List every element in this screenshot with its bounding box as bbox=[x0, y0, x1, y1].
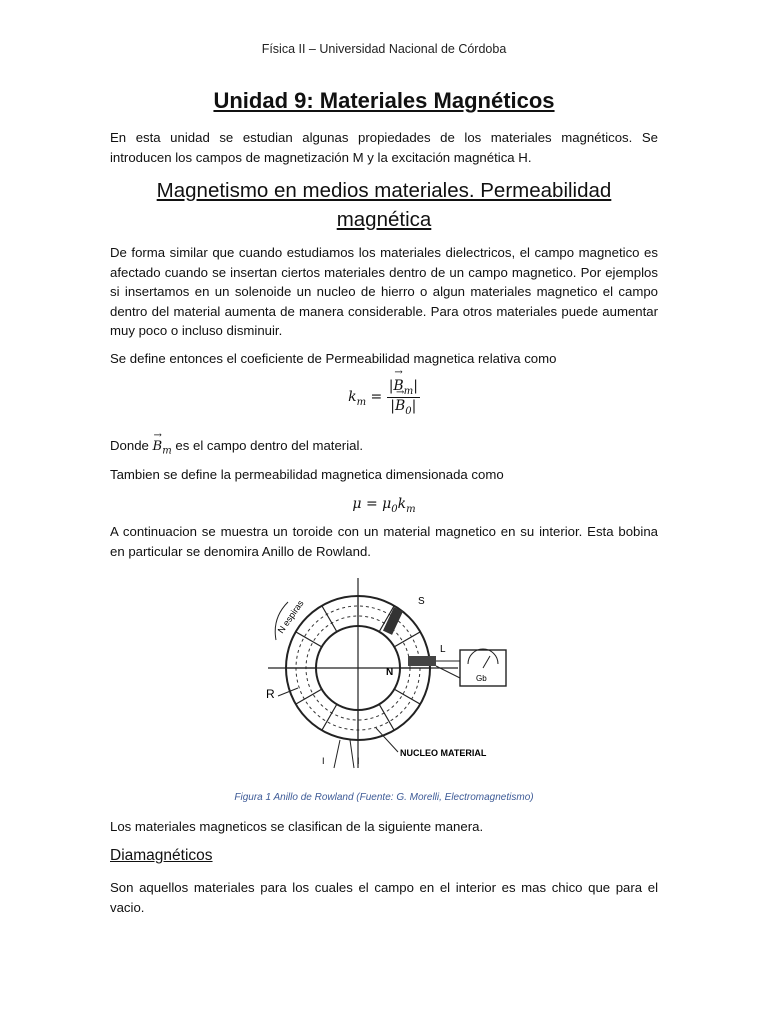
paragraph-toroide: A continuacion se muestra un toroide con un material magnetico en su interior. Esta bobina en particular se denomira Anillo de Rowland. bbox=[110, 524, 658, 559]
section-heading-diamagneticos: Diamagnéticos bbox=[110, 847, 213, 864]
paragraph-diamagneticos: Son aquellos materiales para los cuales el campo en el interior es mas chico que para el vacio. bbox=[110, 880, 658, 915]
label-n: N bbox=[386, 667, 394, 678]
paragraph-definicion: Se define entonces el coeficiente de Permeabilidad magnetica relativa como bbox=[110, 351, 557, 366]
equation-fraction: $\frac{|\to B_m|}{|\to B_0|}$ bbox=[387, 378, 420, 417]
rowland-ring-figure bbox=[258, 578, 510, 774]
label-r: R bbox=[266, 687, 275, 701]
equation-km: $k_m$ = $\frac{|\to B_m|}{|\to B_0|}$ bbox=[0, 378, 768, 417]
nucleo-pointer bbox=[376, 728, 398, 752]
paragraph-donde bbox=[110, 436, 658, 461]
r-pointer bbox=[278, 688, 298, 696]
intro-paragraph: En esta unidad se estudian algunas propiedades de los materiales magnéticos. Se introducen los campos de magnetización M y la excitación magnética H. bbox=[110, 130, 658, 165]
vector-bm-symbol: → $B_m$ bbox=[153, 439, 172, 454]
equation-mu: $\mu = \mu_0k_m$ bbox=[352, 496, 416, 515]
figure-caption: Figura 1 Anillo de Rowland (Fuente: G. Morelli, Electromagnetismo) bbox=[234, 792, 534, 803]
lead-left bbox=[334, 740, 340, 768]
label-gb: Gb bbox=[476, 674, 487, 683]
label-nucleo-material: NUCLEO MATERIAL bbox=[400, 748, 487, 758]
section-heading-permeabilidad: Magnetismo en medios materiales. Permeabilidad magnética bbox=[156, 179, 612, 231]
donde-prefix: Donde bbox=[110, 438, 149, 453]
secondary-coil bbox=[408, 656, 436, 666]
paragraph-dielectricos: De forma similar que cuando estudiamos los materiales dielectricos, el campo magnetico es afectado cuando se insertan ciertos materiales dentro de un campo magnetico. Por ejemplos si insertamos en un solenoide un nucleo de hierro o algun materiales magnetico el campo dentro del material aumenta de manera considerable. Para otros materiales puede aumentar muy poco o incluso disminuir. bbox=[110, 245, 658, 338]
page-title: Unidad 9: Materiales Magnéticos bbox=[213, 88, 555, 113]
label-nespiras: N espiras bbox=[275, 598, 306, 636]
label-l: L bbox=[440, 644, 446, 655]
label-s: S bbox=[418, 596, 425, 607]
donde-suffix: es el campo dentro del material. bbox=[175, 438, 364, 453]
paragraph-dimensionada: Tambien se define la permeabilidad magnetica dimensionada como bbox=[110, 467, 504, 482]
lead-right bbox=[350, 740, 354, 768]
label-i-right: I bbox=[357, 756, 360, 766]
page-header: Física II – Universidad Nacional de Córdoba bbox=[261, 42, 507, 56]
label-i-left: I bbox=[322, 756, 325, 766]
paragraph-clasificacion: Los materiales magneticos se clasifican de la siguiente manera. bbox=[110, 819, 484, 834]
